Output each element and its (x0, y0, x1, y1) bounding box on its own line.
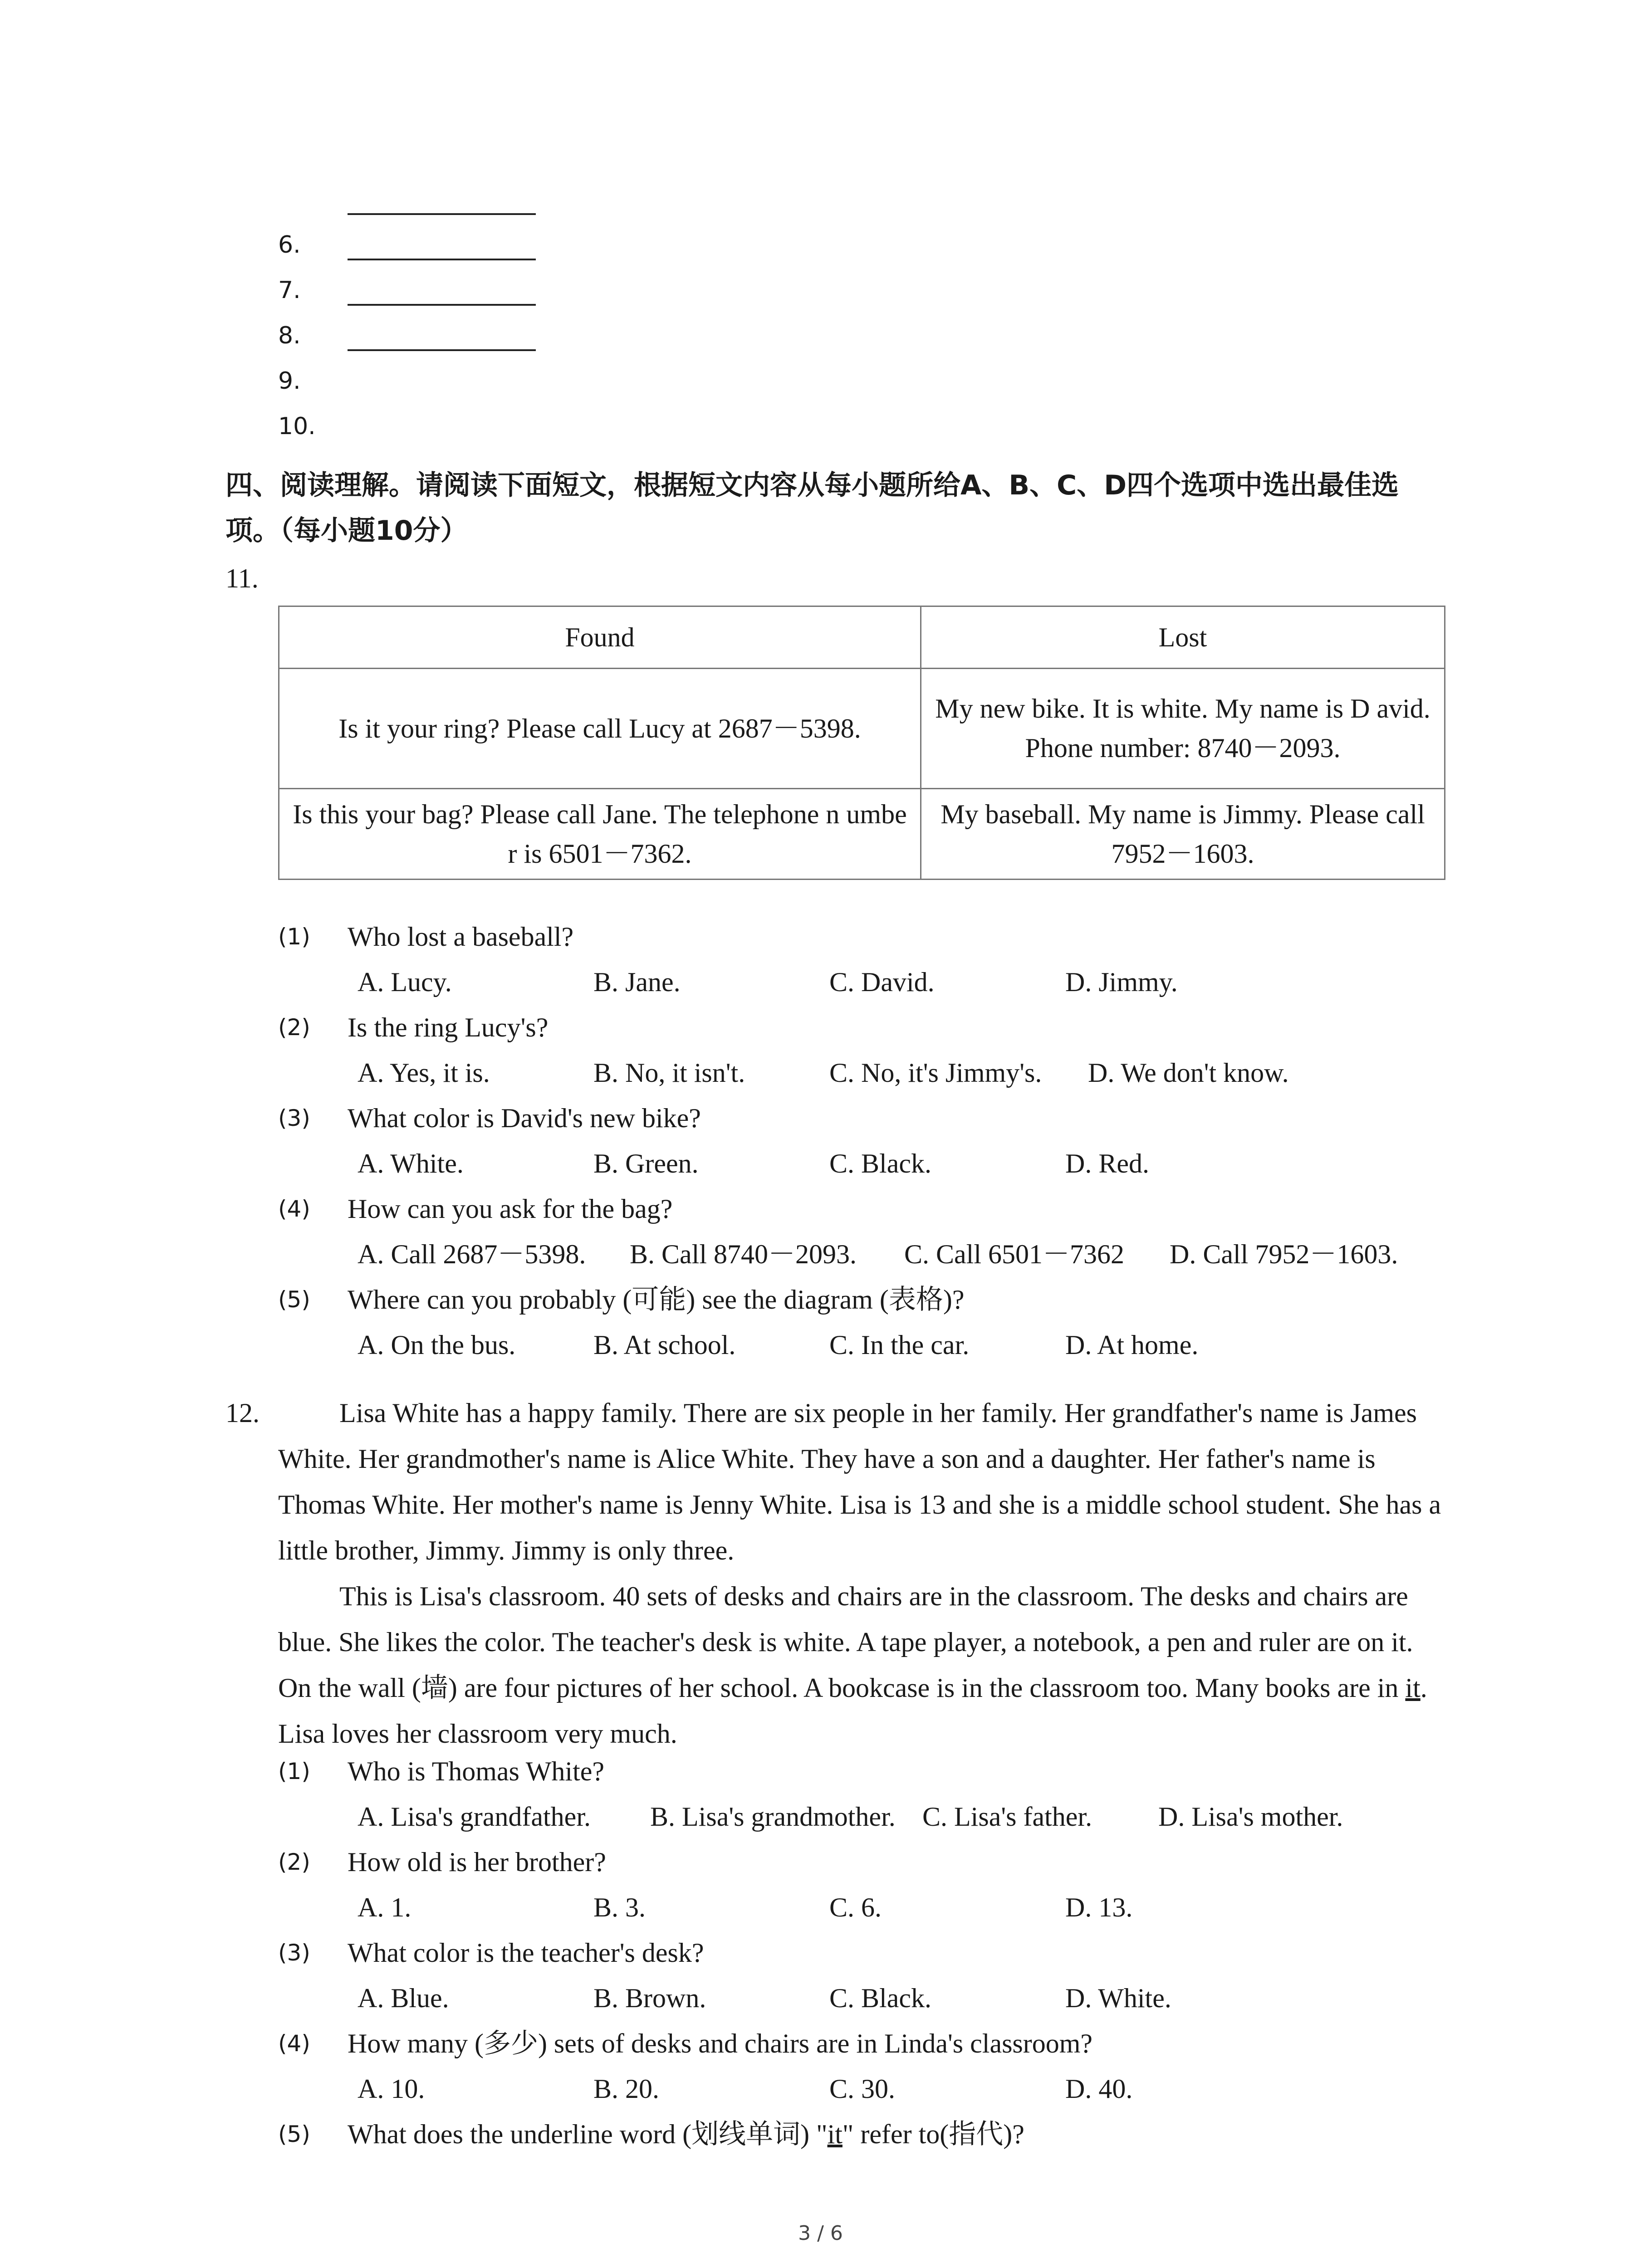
option-row (358, 2066, 1537, 2112)
passage-text: This is Lisa's classroom. 40 sets of desks and chairs are in the classroom. The desks and chairs are blue. She likes the color. The teacher's desk is white. A tape player, a notebook, a pen and ruler are on it. On the wall (墙) are four pictures of her school. A bookcase is in the classroom too. Many books are in (278, 1581, 1413, 1703)
option-c[interactable]: C. Lisa's father. (922, 1802, 1092, 1832)
passage-paragraph-1: Lisa White has a happy family. There are six people in her family. Her grandfather's name is James White. Her grandmother's name is Alice White. They have a son and a daughter. Her father's name is Thomas White. Her mother's name is Jenny White. Lisa is 13 and she is a middle school student. She has a little brother, Jimmy. Jimmy is only three. (278, 1398, 1441, 1565)
option-b[interactable]: B. Jane. (593, 967, 681, 997)
option-a[interactable]: A. White. (358, 1149, 464, 1178)
q12-sub-3 (278, 1930, 1503, 2021)
option-b[interactable]: B. Green. (593, 1149, 699, 1178)
blank-number: 8. (278, 322, 301, 349)
answer-blank-7 (278, 259, 596, 304)
table-cell-found: Is it your ring? Please call Lucy at 2687－5398. (279, 669, 921, 789)
sub-question-text: What color is David's new bike? (348, 1103, 701, 1133)
q12-sub-1 (278, 1749, 1503, 1839)
option-a[interactable]: A. 1. (358, 1892, 411, 1922)
passage-text: . Lisa loves her classroom very much. (278, 1673, 1427, 1749)
option-b[interactable]: B. Brown. (593, 1983, 706, 2013)
sub-question-text: What color is the teacher's desk? (348, 1938, 704, 1968)
option-d[interactable]: D. Jimmy. (1065, 967, 1178, 997)
table-cell-lost: My baseball. My name is Jimmy. Please call 7952－1603. (921, 789, 1445, 880)
lost-found-table (278, 606, 1445, 880)
q11-sub-3 (278, 1095, 1503, 1186)
option-row (358, 1141, 1537, 1186)
answer-line (348, 213, 536, 215)
blank-number: 7. (278, 277, 301, 304)
option-b[interactable]: B. Call 8740－2093. (630, 1239, 857, 1269)
option-a[interactable]: A. On the bus. (358, 1330, 516, 1360)
option-a[interactable]: A. Call 2687－5398. (358, 1239, 586, 1269)
sub-question-number: (1) (278, 1758, 310, 1784)
sub-question-text: Who is Thomas White? (348, 1756, 605, 1786)
q12-sub-2 (278, 1839, 1503, 1930)
option-c[interactable]: C. No, it's Jimmy's. (829, 1058, 1042, 1088)
option-d[interactable]: D. White. (1065, 1983, 1171, 2013)
option-a[interactable]: A. Yes, it is. (358, 1058, 490, 1088)
option-b[interactable]: B. 3. (593, 1892, 646, 1922)
sub-question-number: (5) (278, 1286, 310, 1313)
option-c[interactable]: C. Black. (829, 1149, 931, 1178)
option-d[interactable]: D. Call 7952－1603. (1170, 1239, 1398, 1269)
sub-question-text (348, 2112, 1024, 2157)
sub-question-number: (5) (278, 2121, 310, 2147)
option-c[interactable]: C. 30. (829, 2074, 896, 2104)
sub-question-text: How many (多少) sets of desks and chairs are in Linda's classroom? (348, 2028, 1093, 2058)
option-c[interactable]: C. Call 6501－7362 (904, 1239, 1125, 1269)
sub-question-text: Is the ring Lucy's? (348, 1012, 549, 1042)
sub-question-number: (2) (278, 1849, 310, 1875)
option-d[interactable]: D. At home. (1065, 1330, 1199, 1360)
table-header-found: Found (279, 606, 921, 669)
section-title: 四、阅读理解。请阅读下面短文，根据短文内容从每小题所给A、B、C、D四个选项中选出最佳选项。（每小题10分） (225, 469, 1399, 547)
answer-blank-10 (278, 395, 596, 440)
sub-question-number: (1) (278, 924, 310, 950)
option-c[interactable]: C. In the car. (829, 1330, 970, 1360)
page-number: 3 / 6 (798, 2222, 843, 2245)
option-row (358, 1232, 1537, 1277)
table-cell-lost (921, 669, 1445, 789)
passage-paragraph-2 (278, 1574, 1449, 1757)
table-cell-found: Is this your bag? Please call Jane. The telephone n umber is 6501－7362. (279, 789, 921, 880)
option-b[interactable]: B. At school. (593, 1330, 736, 1360)
sub-question-text: Who lost a baseball? (348, 922, 574, 952)
option-row (358, 959, 1537, 1005)
option-b[interactable]: B. 20. (593, 2074, 660, 2104)
question-number-11: 11. (225, 563, 259, 593)
blank-number: 10. (278, 413, 316, 440)
answer-line (348, 349, 536, 351)
answer-line (348, 304, 536, 306)
sub-question-text: Where can you probably (可能) see the diagram (表格)? (348, 1285, 965, 1315)
sub-question-number: (3) (278, 1105, 310, 1131)
table-header-lost: Lost (921, 606, 1445, 669)
underlined-word: it (1405, 1673, 1421, 1703)
underlined-word: it (827, 2119, 843, 2149)
option-d[interactable]: D. Red. (1065, 1149, 1149, 1178)
option-d[interactable]: D. Lisa's mother. (1158, 1802, 1343, 1832)
q11-sub-1 (278, 914, 1503, 1005)
option-c[interactable]: C. 6. (829, 1892, 882, 1922)
option-row (358, 1975, 1537, 2021)
option-row (358, 1322, 1537, 1368)
question-text: What does the underline word (划线单词) " (348, 2119, 828, 2149)
q12-sub-4 (278, 2021, 1503, 2112)
option-b[interactable]: B. No, it isn't. (593, 1058, 745, 1088)
option-a[interactable]: A. Lucy. (358, 967, 452, 997)
sub-question-number: (3) (278, 1940, 310, 1966)
option-d[interactable]: D. We don't know. (1088, 1058, 1289, 1088)
option-b[interactable]: B. Lisa's grandmother. (650, 1802, 896, 1832)
option-d[interactable]: D. 40. (1065, 2074, 1133, 2104)
answer-blank-9 (278, 349, 596, 395)
answer-blank-8 (278, 304, 596, 349)
option-c[interactable]: C. David. (829, 967, 935, 997)
q11-sub-5 (278, 1277, 1503, 1368)
blank-number: 6. (278, 231, 301, 259)
answer-line (348, 259, 536, 260)
option-row (358, 1885, 1537, 1930)
option-d[interactable]: D. 13. (1065, 1892, 1133, 1922)
sub-question-number: (2) (278, 1014, 310, 1041)
lost-phone: Phone number: 8740－2093. (1025, 733, 1341, 763)
option-a[interactable]: A. 10. (358, 2074, 425, 2104)
question-text: " refer to(指代)? (842, 2119, 1024, 2149)
option-a[interactable]: A. Lisa's grandfather. (358, 1802, 591, 1832)
lost-text: My new bike. It is white. My name is D avid. (935, 694, 1430, 723)
option-row (358, 1794, 1537, 1839)
q12-sub-5 (278, 2112, 1503, 2157)
blank-number: 9. (278, 367, 301, 395)
question-number-12: 12. (225, 1398, 260, 1428)
option-c[interactable]: C. Black. (829, 1983, 931, 2013)
sub-question-text: How can you ask for the bag? (348, 1194, 673, 1224)
option-row (358, 1050, 1537, 1095)
q11-sub-4 (278, 1186, 1503, 1277)
sub-question-number: (4) (278, 2030, 310, 2057)
option-a[interactable]: A. Blue. (358, 1983, 449, 2013)
sub-question-text: How old is her brother? (348, 1847, 606, 1877)
answer-blank-6 (278, 213, 596, 259)
reading-passage (278, 1390, 1449, 1757)
q11-sub-2 (278, 1005, 1503, 1095)
sub-question-number: (4) (278, 1196, 310, 1222)
